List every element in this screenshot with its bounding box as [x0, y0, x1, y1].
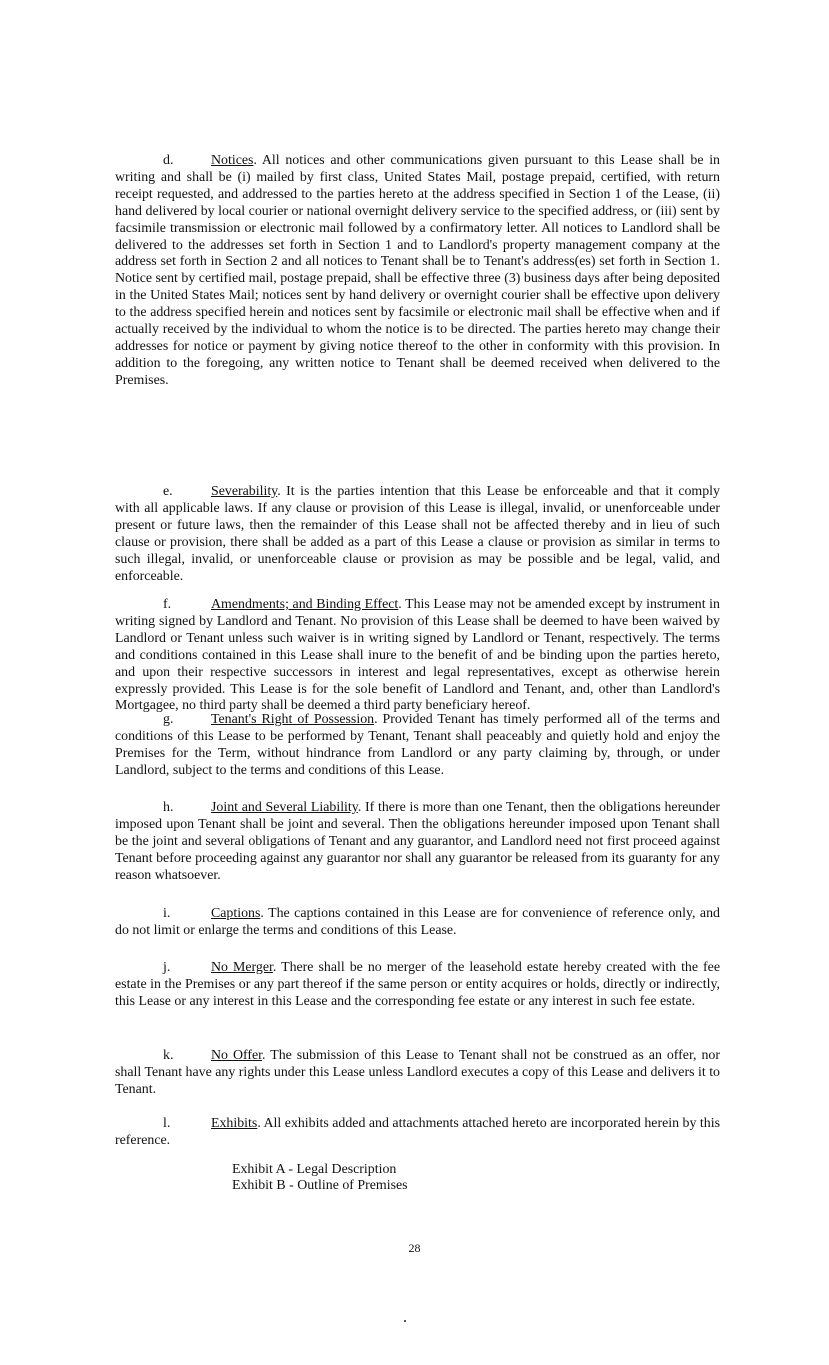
section-title: Exhibits [211, 1116, 258, 1131]
section-title: Captions [211, 906, 261, 921]
section-label: l. [163, 1116, 171, 1131]
section-title: No Offer [211, 1048, 263, 1063]
section-label: i. [163, 906, 171, 921]
scan-speck [404, 1320, 406, 1322]
section-title: Joint and Several Liability [211, 800, 358, 815]
section-title: Notices [211, 153, 254, 168]
section-text: . All notices and other communications given pursuant to this Lease shall be in writing and shall be (i) mailed by first class, United States Mail, postage prepaid, certified, with return receipt requested, and addressed to the parties hereto at the address specified in Section 1 of the Lease, (ii) hand delivered by local courier or national overnight delivery service to the specified address, or (iii) sent by facsimile transmission or electronic mail followed by a confirmatory letter. All notices to Landlord shall be delivered to the addresses set forth in Section 1 and to Landlord's property management company at the address set forth in Section 2 and all notices to Tenant shall be to Tenant's address(es) set forth in Section 1. Notice sent by certified mail, postage prepaid, shall be effective three (3) business days after being deposited in the United States Mail; notices sent by hand delivery or overnight courier shall be effective upon delivery to the address specified herein and notices sent by facsimile or electronic mail shall be effective when and if actually received by the individual to whom the notice is to be directed. The parties hereto may change their addresses for notice or payment by giving notice thereof to the other in conformity with this provision. In addition to the foregoing, any written notice to Tenant shall be deemed received when delivered to the Premises. [115, 153, 720, 388]
section-no-merger [115, 960, 720, 1011]
section-text: . The submission of this Lease to Tenant shall not be construed as an offer, nor shall Tenant have any rights under this Lease unless Landlord executes a copy of this Lease and delivers it to Tenant. [115, 1048, 720, 1097]
section-text: . There shall be no merger of the leasehold estate hereby created with the fee estate in the Premises or any part thereof if the same person or entity acquires or holds, directly or indirectly, this Lease or any interest in this Lease and the corresponding fee estate or any interest in such fee estate. [115, 960, 721, 1009]
section-captions [115, 906, 720, 940]
section-title: Severability [211, 484, 278, 499]
section-label: d. [163, 153, 174, 168]
section-text: . This Lease may not be amended except by instrument in writing signed by Landlord and Tenant. No provision of this Lease shall be deemed to have been waived by Landlord or Tenant unless such waiver is in writing signed by Landlord or Tenant, respectively. The terms and conditions contained in this Lease shall inure to the benefit of and be binding upon the parties hereto, and upon their respective successors in interest and legal representatives, except as otherwise herein expressly provided. This Lease is for the sole benefit of Landlord and Tenant, and, other than Landlord's Mortgagee, no third party shall be deemed a third party beneficiary hereof. [115, 597, 720, 714]
exhibit-a: Exhibit A - Legal Description [232, 1162, 397, 1177]
section-exhibits [115, 1116, 720, 1150]
section-liability [115, 800, 720, 885]
section-label: h. [163, 800, 174, 815]
section-no-offer [115, 1048, 720, 1099]
section-label: f. [163, 597, 172, 612]
section-amendments [115, 597, 720, 715]
section-text: . If there is more than one Tenant, then the obligations hereunder imposed upon Tenant shall be joint and several. Then the obligations hereunder imposed upon Tenant shall be the joint and several obligations of Tenant and any guarantor, and Landlord need not first proceed against Tenant before proceeding against any guarantor nor shall any guarantor be released from its guaranty for any reason whatsoever. [115, 800, 720, 883]
section-possession [115, 712, 720, 780]
section-severability [115, 484, 720, 585]
page-number: 28 [408, 1241, 421, 1255]
exhibit-b: Exhibit B - Outline of Premises [232, 1178, 408, 1193]
section-title: No Merger [211, 960, 273, 975]
section-title: Amendments; and Binding Effect [211, 597, 399, 612]
section-text: . It is the parties intention that this Lease be enforceable and that it comply with all applicable laws. If any clause or provision of this Lease is illegal, invalid, or unenforceable under present or future laws, then the remainder of this Lease shall not be affected thereby and in lieu of such clause or provision, there shall be added as a part of this Lease a clause or provision as similar in terms to such illegal, invalid, or unenforceable clause or provision as may be possible and be legal, valid, and enforceable. [115, 484, 720, 584]
section-notices [115, 153, 720, 390]
section-label: j. [163, 960, 171, 975]
section-text: . The captions contained in this Lease are for convenience of reference only, and do not limit or enlarge the terms and conditions of this Lease. [115, 906, 720, 938]
section-label: g. [163, 712, 174, 727]
section-text: . Provided Tenant has timely performed all of the terms and conditions of this Lease to be performed by Tenant, Tenant shall peaceably and quietly hold and enjoy the Premises for the Term, without hindrance from Landlord or any party claiming by, through, or under Landlord, subject to the terms and conditions of this Lease. [115, 712, 721, 778]
section-title: Tenant's Right of Possession [211, 712, 375, 727]
section-text: . All exhibits added and attachments attached hereto are incorporated herein by this reference. [115, 1116, 720, 1148]
section-label: k. [163, 1048, 174, 1063]
section-label: e. [163, 484, 173, 499]
